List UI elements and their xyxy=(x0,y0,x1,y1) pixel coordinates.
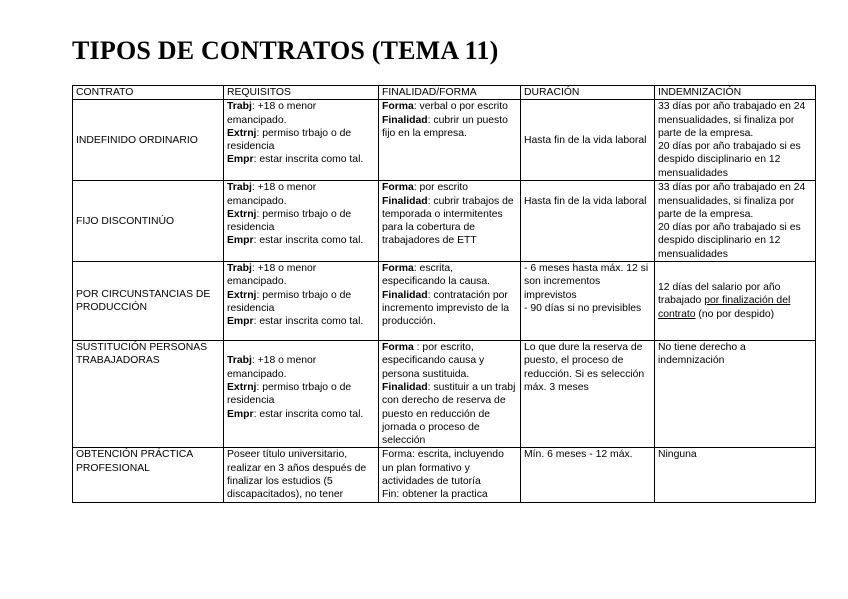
text-finalidad: : cubrir un puesto fijo en la empresa. xyxy=(382,114,508,139)
contracts-table xyxy=(72,85,816,503)
finalidad-cell xyxy=(379,262,521,341)
header-row xyxy=(73,86,816,100)
header-requisitos: REQUISITOS xyxy=(224,86,379,100)
fin-text: Fin: obtener la practica xyxy=(382,489,488,501)
text-forma: : verbal o por escrito xyxy=(413,101,508,113)
text-trabj: : +18 o menor emancipado. xyxy=(227,101,317,126)
indemnizacion-cell: Ninguna xyxy=(655,448,816,502)
text-extrnj: : permiso trbajo o de residencia xyxy=(227,127,352,153)
duracion-line-2: - 90 días si no previsibles xyxy=(524,302,642,314)
label-finalidad: Finalidad xyxy=(382,381,428,393)
label-forma: Forma xyxy=(382,182,414,194)
duracion-cell: Mín. 6 meses - 12 máx. xyxy=(521,448,655,502)
contrato-cell: INDEFINIDO ORDINARIO xyxy=(73,100,224,181)
text-forma: : escrita, especificando la causa. xyxy=(382,263,491,288)
table-row xyxy=(73,100,816,181)
requisitos-cell xyxy=(224,262,379,341)
indemn-pre: 12 días del salario por año trabajado xyxy=(658,282,781,307)
indemnizacion-cell xyxy=(655,181,816,262)
label-forma: Forma xyxy=(382,342,414,354)
table-row xyxy=(73,341,816,448)
forma-text: Forma: escrita, incluyendo un plan formativo y actividades de tutoría xyxy=(382,449,504,488)
page-title: TIPOS DE CONTRATOS (TEMA 11) xyxy=(72,36,499,65)
requisitos-cell xyxy=(224,181,379,262)
text-trabj: : +18 o menor emancipado. xyxy=(227,182,317,207)
table-row xyxy=(73,262,816,341)
label-trabj: Trabj xyxy=(227,101,252,113)
label-forma: Forma xyxy=(382,263,414,275)
label-forma: Forma xyxy=(382,101,414,113)
table-row xyxy=(73,181,816,262)
text-trabj: : +18 o menor emancipado. xyxy=(227,355,317,380)
label-finalidad: Finalidad xyxy=(382,289,428,301)
text-extrnj: : permiso trbajo o de residencia xyxy=(227,381,352,407)
text-finalidad: : contratación por incremento imprevisto de la producción. xyxy=(382,289,510,328)
indemn-para-2: 20 días por año trabajado si es despido disciplinario en 12 mensualidades xyxy=(658,222,801,260)
text-empr: : estar inscrita como tal. xyxy=(253,154,364,166)
label-extrnj: Extrnj xyxy=(227,208,257,220)
indemn-para-1: 33 días por año trabajado en 24 mensualidades, si finaliza por parte de la empresa. xyxy=(658,101,806,139)
table-row xyxy=(73,448,816,502)
label-extrnj: Extrnj xyxy=(227,381,257,393)
requisitos-cell: Poseer título universitario, realizar en 3 años después de finalizar los estudios (5 discapacitados), no tener xyxy=(224,448,379,502)
contrato-cell: SUSTITUCIÓN PERSONAS TRABAJADORAS xyxy=(73,341,224,448)
finalidad-cell xyxy=(379,341,521,448)
label-empr: Empr xyxy=(227,408,254,420)
indemnizacion-cell: No tiene derecho a indemnización xyxy=(655,341,816,448)
label-empr: Empr xyxy=(227,235,254,247)
label-trabj: Trabj xyxy=(227,263,252,275)
duracion-cell xyxy=(521,181,655,262)
text-extrnj: : permiso trbajo o de residencia xyxy=(227,208,352,234)
duracion-cell xyxy=(521,262,655,341)
label-trabj: Trabj xyxy=(227,355,252,367)
indemnizacion-cell xyxy=(655,100,816,181)
duracion-text: Hasta fin de la vida laboral xyxy=(524,195,647,207)
text-empr: : estar inscrita como tal. xyxy=(253,408,364,420)
indemn-para-2: 20 días por año trabajado si es despido disciplinario en 12 mensualidades xyxy=(658,141,801,179)
text-trabj: : +18 o menor emancipado. xyxy=(227,263,317,288)
text-finalidad: : cubrir trabajos de temporada o intermitentes para la cobertura de trabajadores de ETT xyxy=(382,195,514,247)
duracion-line-1: - 6 meses hasta máx. 12 si son incrementos imprevistos xyxy=(524,263,649,301)
text-forma: : por escrito, especificando causa y persona sustituida. xyxy=(382,342,485,380)
label-empr: Empr xyxy=(227,316,254,328)
text-empr: : estar inscrita como tal. xyxy=(253,316,364,328)
requisitos-cell xyxy=(224,341,379,448)
label-extrnj: Extrnj xyxy=(227,127,257,139)
text-empr: : estar inscrita como tal. xyxy=(253,235,364,247)
finalidad-cell xyxy=(379,448,521,502)
indemn-para-1: 33 días por año trabajado en 24 mensualidades, si finaliza por parte de la empresa. xyxy=(658,182,806,220)
label-trabj: Trabj xyxy=(227,182,252,194)
indemnizacion-cell xyxy=(655,262,816,341)
contrato-cell: POR CIRCUNSTANCIAS DE PRODUCCIÓN xyxy=(73,262,224,341)
duracion-cell: Lo que dure la reserva de puesto, el proceso de reducción. Si es selección máx. 3 meses xyxy=(521,341,655,448)
header-indemnizacion: INDEMNIZACIÓN xyxy=(655,86,816,100)
duracion-cell: Hasta fin de la vida laboral xyxy=(521,100,655,181)
text-forma: : por escrito xyxy=(413,182,469,194)
contrato-cell: OBTENCIÓN PRÁCTICA PROFESIONAL xyxy=(73,448,224,502)
label-finalidad: Finalidad xyxy=(382,195,428,207)
label-extrnj: Extrnj xyxy=(227,289,257,301)
label-finalidad: Finalidad xyxy=(382,114,428,126)
contrato-cell: FIJO DISCONTINÚO xyxy=(73,181,224,262)
header-duracion: DURACIÓN xyxy=(521,86,655,100)
text-extrnj: : permiso trbajo o de residencia xyxy=(227,289,352,314)
text-finalidad: : sustituir a un trabj con derecho de reserva de puesto en reducción de jornada o proceso de selección xyxy=(382,381,516,447)
finalidad-cell xyxy=(379,100,521,181)
indemn-post: (no por despido) xyxy=(695,308,775,320)
label-empr: Empr xyxy=(227,154,254,166)
header-finalidad: FINALIDAD/FORMA xyxy=(379,86,521,100)
finalidad-cell xyxy=(379,181,521,262)
indemn-underlined: por finalización del contrato xyxy=(658,295,791,320)
requisitos-cell xyxy=(224,100,379,181)
header-contrato: CONTRATO xyxy=(73,86,224,100)
